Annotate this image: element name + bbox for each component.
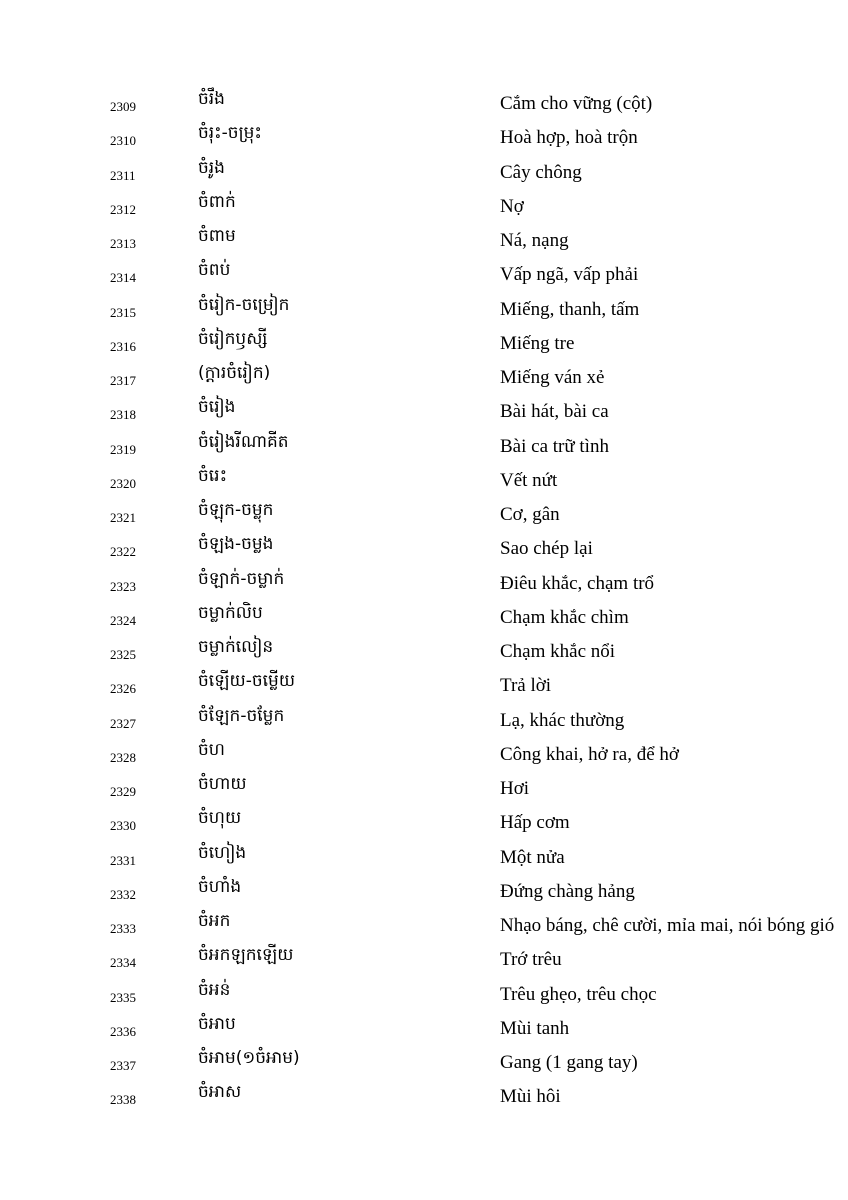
entry-number: 2314 xyxy=(110,270,136,286)
entry-number: 2321 xyxy=(110,510,136,525)
vietnamese-meaning: Miếng, thanh, tấm xyxy=(500,298,640,320)
entry-number: 2324 xyxy=(110,612,136,628)
entry-row xyxy=(0,360,848,394)
entry-row xyxy=(0,977,848,1011)
khmer-word: ចំឡែក-ចម្លែក xyxy=(198,705,285,726)
vietnamese-meaning: Trêu ghẹo, trêu chọc xyxy=(500,983,657,1005)
entry-number: 2325 xyxy=(110,647,136,662)
vietnamese-meaning: Mùi hôi xyxy=(500,1086,561,1108)
khmer-word: ចំឡុក-ចម្លុក xyxy=(198,500,274,520)
entry-row xyxy=(0,805,848,839)
entry-row xyxy=(0,497,848,531)
vietnamese-meaning: Gang (1 gang tay) xyxy=(500,1052,638,1073)
khmer-word: ចំហាំង xyxy=(198,876,242,897)
vietnamese-meaning: Chạm khắc chìm xyxy=(500,606,629,628)
vietnamese-meaning: Hơi xyxy=(500,778,530,799)
entry-number: 2337 xyxy=(110,1058,136,1073)
entry-number: 2315 xyxy=(110,304,136,320)
vietnamese-meaning: Một nửa xyxy=(500,846,565,868)
entry-row xyxy=(0,1079,848,1113)
entry-row xyxy=(0,120,848,154)
entry-row xyxy=(0,86,848,120)
khmer-word: ចំអកឡកឡើយ xyxy=(198,945,294,966)
entry-row xyxy=(0,1011,848,1045)
entry-number: 2328 xyxy=(110,749,136,765)
entry-row xyxy=(0,531,848,565)
khmer-word: (ក្តារចំរៀក) xyxy=(198,363,271,383)
entry-number: 2336 xyxy=(110,1023,136,1039)
vietnamese-meaning: Đứng chàng hảng xyxy=(500,880,635,902)
entry-number: 2323 xyxy=(110,578,136,594)
vietnamese-meaning: Trả lời xyxy=(500,675,552,697)
entry-number: 2316 xyxy=(110,338,136,354)
khmer-word: ចំរុះ-ចម្រុះ xyxy=(198,123,262,144)
entry-number: 2335 xyxy=(110,989,136,1005)
entry-number: 2311 xyxy=(110,167,136,183)
entry-row xyxy=(0,463,848,497)
entry-number: 2334 xyxy=(110,955,136,971)
vietnamese-meaning: Nợ xyxy=(500,195,524,217)
vietnamese-meaning: Bài ca trữ tình xyxy=(500,435,609,457)
entry-row xyxy=(0,223,848,257)
entry-number: 2322 xyxy=(110,544,136,560)
khmer-word: ចំឡើយ-ចម្លើយ xyxy=(198,671,296,692)
entry-number: 2319 xyxy=(110,441,136,457)
vietnamese-meaning: Mùi tanh xyxy=(500,1017,570,1039)
entry-row xyxy=(0,737,848,771)
entry-row xyxy=(0,668,848,702)
entry-list xyxy=(0,86,848,1114)
vietnamese-meaning: Trớ trêu xyxy=(500,949,562,971)
entry-row xyxy=(0,908,848,942)
entry-row xyxy=(0,394,848,428)
khmer-word: ចំអាម(១ចំអាម) xyxy=(198,1048,300,1068)
entry-row xyxy=(0,840,848,874)
vietnamese-meaning: Vấp ngã, vấp phải xyxy=(500,264,639,286)
vietnamese-meaning: Sao chép lại xyxy=(500,538,593,560)
vietnamese-meaning: Miếng ván xẻ xyxy=(500,367,605,388)
entry-row xyxy=(0,600,848,634)
entry-number: 2327 xyxy=(110,715,136,731)
khmer-word: ចំអន់ xyxy=(198,979,231,1000)
khmer-word: ចំហុយ xyxy=(198,808,242,829)
khmer-word: ចំហ xyxy=(198,739,225,760)
vietnamese-meaning: Hoà hợp, hoà trộn xyxy=(500,127,638,149)
khmer-word: ចំរៀក-ចម្រៀក xyxy=(198,294,290,315)
vietnamese-meaning: Vết nứt xyxy=(500,469,558,491)
entry-number: 2326 xyxy=(110,681,136,697)
vietnamese-meaning: Bài hát, bài ca xyxy=(500,401,609,423)
entry-number: 2318 xyxy=(110,407,136,423)
vietnamese-meaning: Điêu khắc, chạm trổ xyxy=(500,572,655,594)
khmer-word: ចំហាយ xyxy=(198,774,247,794)
entry-row xyxy=(0,634,848,668)
entry-row xyxy=(0,566,848,600)
entry-number: 2317 xyxy=(110,373,136,388)
khmer-word: ចំអក xyxy=(198,911,231,931)
entry-row xyxy=(0,429,848,463)
entry-number: 2313 xyxy=(110,236,136,251)
entry-number: 2320 xyxy=(110,475,136,491)
vietnamese-meaning: Chạm khắc nổi xyxy=(500,641,616,662)
entry-row xyxy=(0,874,848,908)
entry-number: 2332 xyxy=(110,886,136,902)
entry-row xyxy=(0,257,848,291)
entry-number: 2310 xyxy=(110,133,136,149)
entry-number: 2312 xyxy=(110,201,136,217)
khmer-word: ចម្លាក់លៀន xyxy=(198,637,274,657)
entry-row xyxy=(0,942,848,976)
khmer-word: ចំរូង xyxy=(198,157,225,178)
entry-number: 2331 xyxy=(110,852,136,868)
khmer-word: ចំរៀកឫស្សី xyxy=(198,328,268,349)
entry-row xyxy=(0,326,848,360)
khmer-word: ចំរឹង xyxy=(198,89,225,109)
entry-row xyxy=(0,771,848,805)
vietnamese-meaning: Cây chông xyxy=(500,161,582,183)
entry-number: 2333 xyxy=(110,921,136,936)
entry-number: 2338 xyxy=(110,1092,136,1108)
vietnamese-meaning: Miếng tre xyxy=(500,332,575,354)
khmer-word: ចំរៀងរីណាគីត xyxy=(198,431,289,452)
khmer-word: ចំពប់ xyxy=(198,260,231,281)
vietnamese-meaning: Cắm cho vững (cột) xyxy=(500,93,653,114)
entry-number: 2330 xyxy=(110,818,136,834)
entry-row xyxy=(0,155,848,189)
khmer-word: ចំហៀង xyxy=(198,842,247,863)
vietnamese-meaning: Cơ, gân xyxy=(500,504,560,525)
khmer-word: ចំរៀង xyxy=(198,397,236,418)
entry-row xyxy=(0,703,848,737)
khmer-word: ចំឡង-ចម្លង xyxy=(198,534,274,555)
khmer-word: ចំឡាក់-ចម្លាក់ xyxy=(198,568,285,589)
entry-row xyxy=(0,1045,848,1079)
entry-number: 2309 xyxy=(110,99,136,114)
vietnamese-meaning: Công khai, hở ra, để hở xyxy=(500,743,679,765)
khmer-word: ចំពាម xyxy=(198,226,236,246)
khmer-word: ចំអាប xyxy=(198,1013,236,1034)
vietnamese-meaning: Ná, nạng xyxy=(500,230,569,251)
entry-row xyxy=(0,292,848,326)
khmer-word: ចំរេះ xyxy=(198,465,228,486)
entry-row xyxy=(0,189,848,223)
vietnamese-meaning: Nhạo báng, chê cười, mỉa mai, nói bóng gió xyxy=(500,915,835,936)
khmer-word: ចំពាក់ xyxy=(198,191,236,212)
vietnamese-meaning: Lạ, khác thường xyxy=(500,709,625,731)
entry-number: 2329 xyxy=(110,784,136,799)
khmer-word: ចម្លាក់លិប xyxy=(198,602,263,623)
khmer-word: ចំអាស xyxy=(198,1082,242,1103)
vietnamese-meaning: Hấp cơm xyxy=(500,812,570,834)
